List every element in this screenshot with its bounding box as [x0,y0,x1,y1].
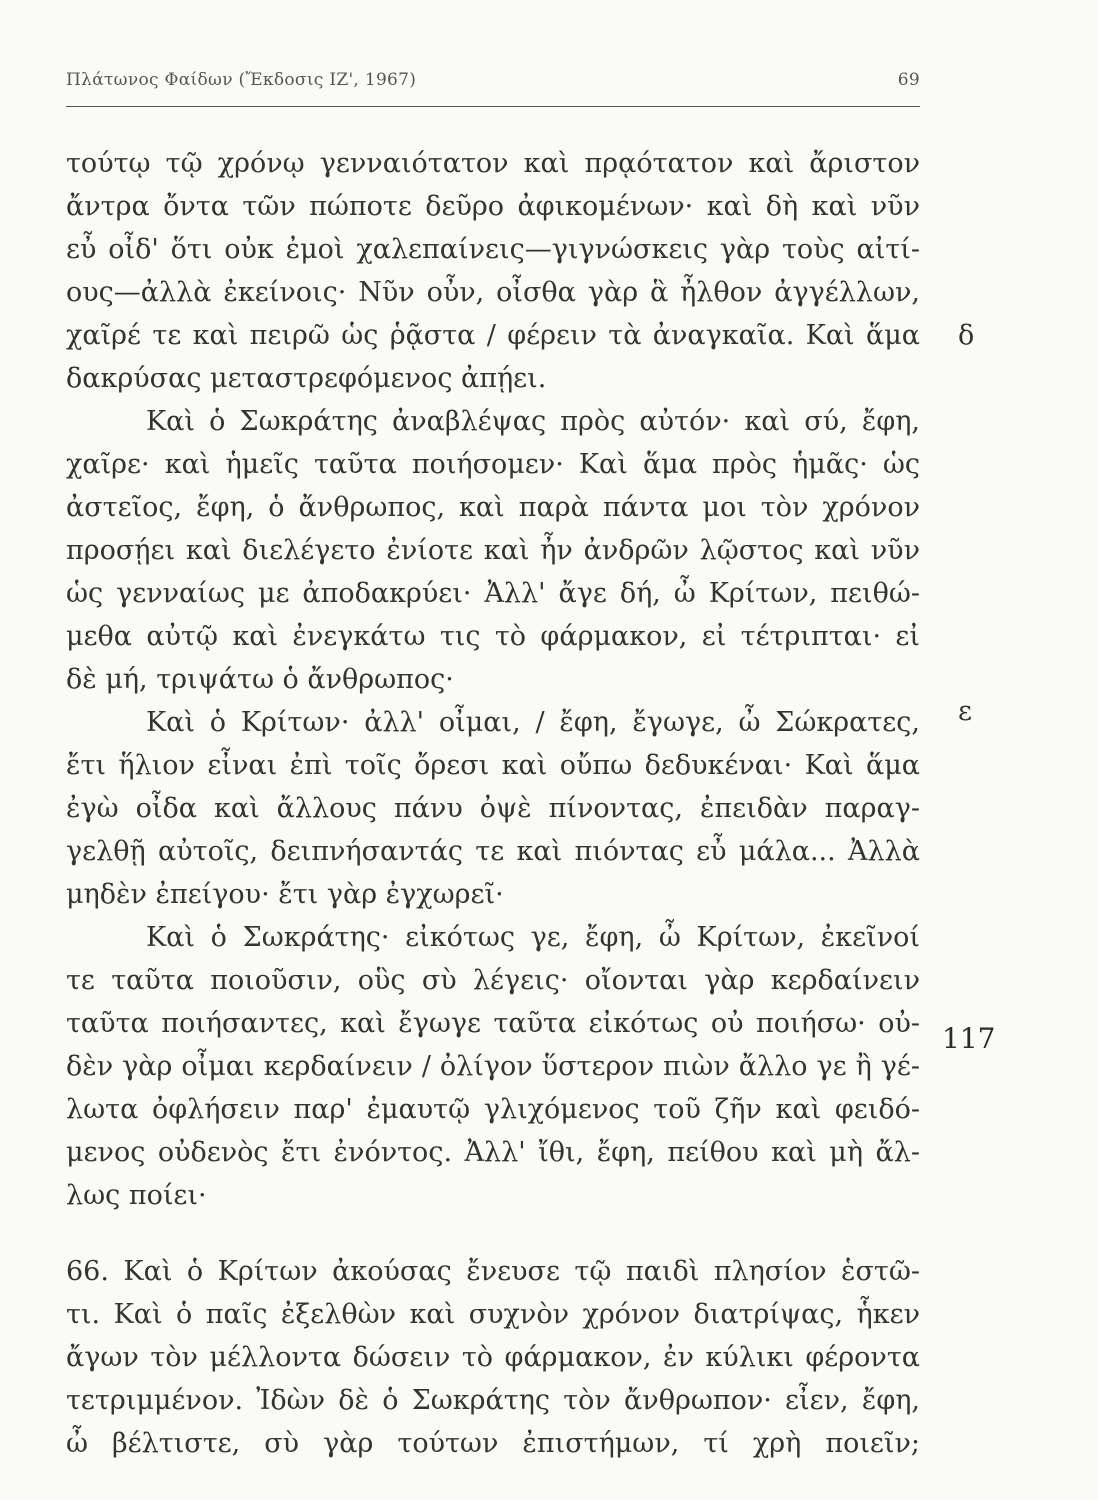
text-line: ἔτι ἥλιον εἶναι ἐπὶ τοῖς ὄρεσι καὶ οὔπω δεδυκέναι· Καὶ ἅμα [66,750,920,781]
text-line: ἐγὼ οἶδα καὶ ἄλλους πάνυ ὀψὲ πίνοντας, ἐπειδὰν παραγ- [66,793,920,824]
text-line: 66. Καὶ ὁ Κρίτων ἀκούσας ἔνευσε τῷ παιδὶ πλησίον ἑστῶ- [66,1256,920,1287]
text-line: λως ποίει· [66,1180,207,1211]
text-line: προσῄει καὶ διελέγετο ἐνίοτε καὶ ἦν ἀνδρῶν λῷστος καὶ νῦν [66,535,920,566]
text-line: δὲ μή, τριψάτω ὁ ἄνθρωπος· [66,664,454,695]
text-line: εὖ οἶδ' ὅτι οὐκ ἐμοὶ χαλεπαίνεις—γιγνώσκεις γὰρ τοὺς αἰτί- [66,234,920,265]
text-line: Καὶ ὁ Σωκράτης· εἰκότως γε, ἔφη, ὦ Κρίτων, ἐκεῖνοί [146,922,920,953]
text-line: μενος οὐδενὸς ἔτι ἐνόντος. Ἀλλ' ἴθι, ἔφη, πείθου καὶ μὴ ἄλ- [66,1137,920,1168]
text-line: χαῖρέ τε καὶ πειρῶ ὡς ῥᾷστα / φέρειν τὰ ἀναγκαῖα. Καὶ ἅμα [66,320,920,351]
margin-page-reference: 117 [942,1022,996,1055]
running-title: Πλάτωνος Φαίδων (Ἔκδοσις ΙΖ', 1967) [66,70,417,90]
page-number: 69 [897,70,920,90]
text-line: ὦ βέλτιστε, σὺ γὰρ τούτων ἐπιστήμων, τί χρὴ ποιεῖν; [66,1428,920,1459]
text-line: μεθα αὐτῷ καὶ ἐνεγκάτω τις τὸ φάρμακον, εἰ τέτριπται· εἰ [66,621,920,652]
text-line: Καὶ ὁ Κρίτων· ἀλλ' οἶμαι, / ἔφη, ἔγωγε, ὦ Σώκρατες, [146,707,920,738]
text-line: μηδὲν ἐπείγου· ἔτι γὰρ ἐγχωρεῖ· [66,879,504,910]
text-line: ὡς γενναίως με ἀποδακρύει· Ἀλλ' ἄγε δή, ὦ Κρίτων, πειθώ- [66,578,920,609]
running-header [66,70,920,102]
header-rule [66,106,920,107]
text-line: τι. Καὶ ὁ παῖς ἐξελθὼν καὶ συχνὸν χρόνον διατρίψας, ἧκεν [66,1299,920,1330]
text-line: ἀστεῖος, ἔφη, ὁ ἄνθρωπος, καὶ παρὰ πάντα μοι τὸν χρόνον [66,492,920,523]
text-line: Καὶ ὁ Σωκράτης ἀναβλέψας πρὸς αὐτόν· καὶ σύ, ἔφη, [146,406,920,437]
text-line: δακρύσας μεταστρεφόμενος ἀπῄει. [66,363,547,394]
text-line: χαῖρε· καὶ ἡμεῖς ταῦτα ποιήσομεν· Καὶ ἅμα πρὸς ἡμᾶς· ὡς [66,449,920,480]
text-line: γελθῇ αὐτοῖς, δειπνήσαντάς τε καὶ πιόντας εὖ μάλα... Ἀλλὰ [66,836,920,867]
text-line: ους—ἀλλὰ ἐκείνοις· Νῦν οὖν, οἶσθα γὰρ ἃ ἦλθον ἀγγέλλων, [66,277,920,308]
text-line: ἄντρα ὄντα τῶν πώποτε δεῦρο ἀφικομένων· καὶ δὴ καὶ νῦν [66,191,920,222]
text-line: ἄγων τὸν μέλλοντα δώσειν τὸ φάρμακον, ἐν κύλικι φέροντα [66,1342,920,1373]
margin-letter-delta: δ [958,320,975,351]
margin-letter-epsilon: ε [958,696,972,727]
text-line: τε ταῦτα ποιοῦσιν, οὓς σὺ λέγεις· οἴονται γὰρ κερδαίνειν [66,965,920,996]
text-line: δὲν γὰρ οἶμαι κερδαίνειν / ὀλίγον ὕστερον πιὼν ἄλλο γε ἢ γέ- [66,1051,920,1082]
text-line: τετριμμένον. Ἰδὼν δὲ ὁ Σωκράτης τὸν ἄνθρωπον· εἶεν, ἔφη, [66,1385,920,1416]
text-line: τούτῳ τῷ χρόνῳ γενναιότατον καὶ πρᾳότατον καὶ ἄριστον [66,148,920,179]
text-line: ταῦτα ποιήσαντες, καὶ ἔγωγε ταῦτα εἰκότως οὐ ποιήσω· οὐ- [66,1008,920,1039]
text-line: λωτα ὀφλήσειν παρ' ἐμαυτῷ γλιχόμενος τοῦ ζῆν καὶ φειδό- [66,1094,920,1125]
